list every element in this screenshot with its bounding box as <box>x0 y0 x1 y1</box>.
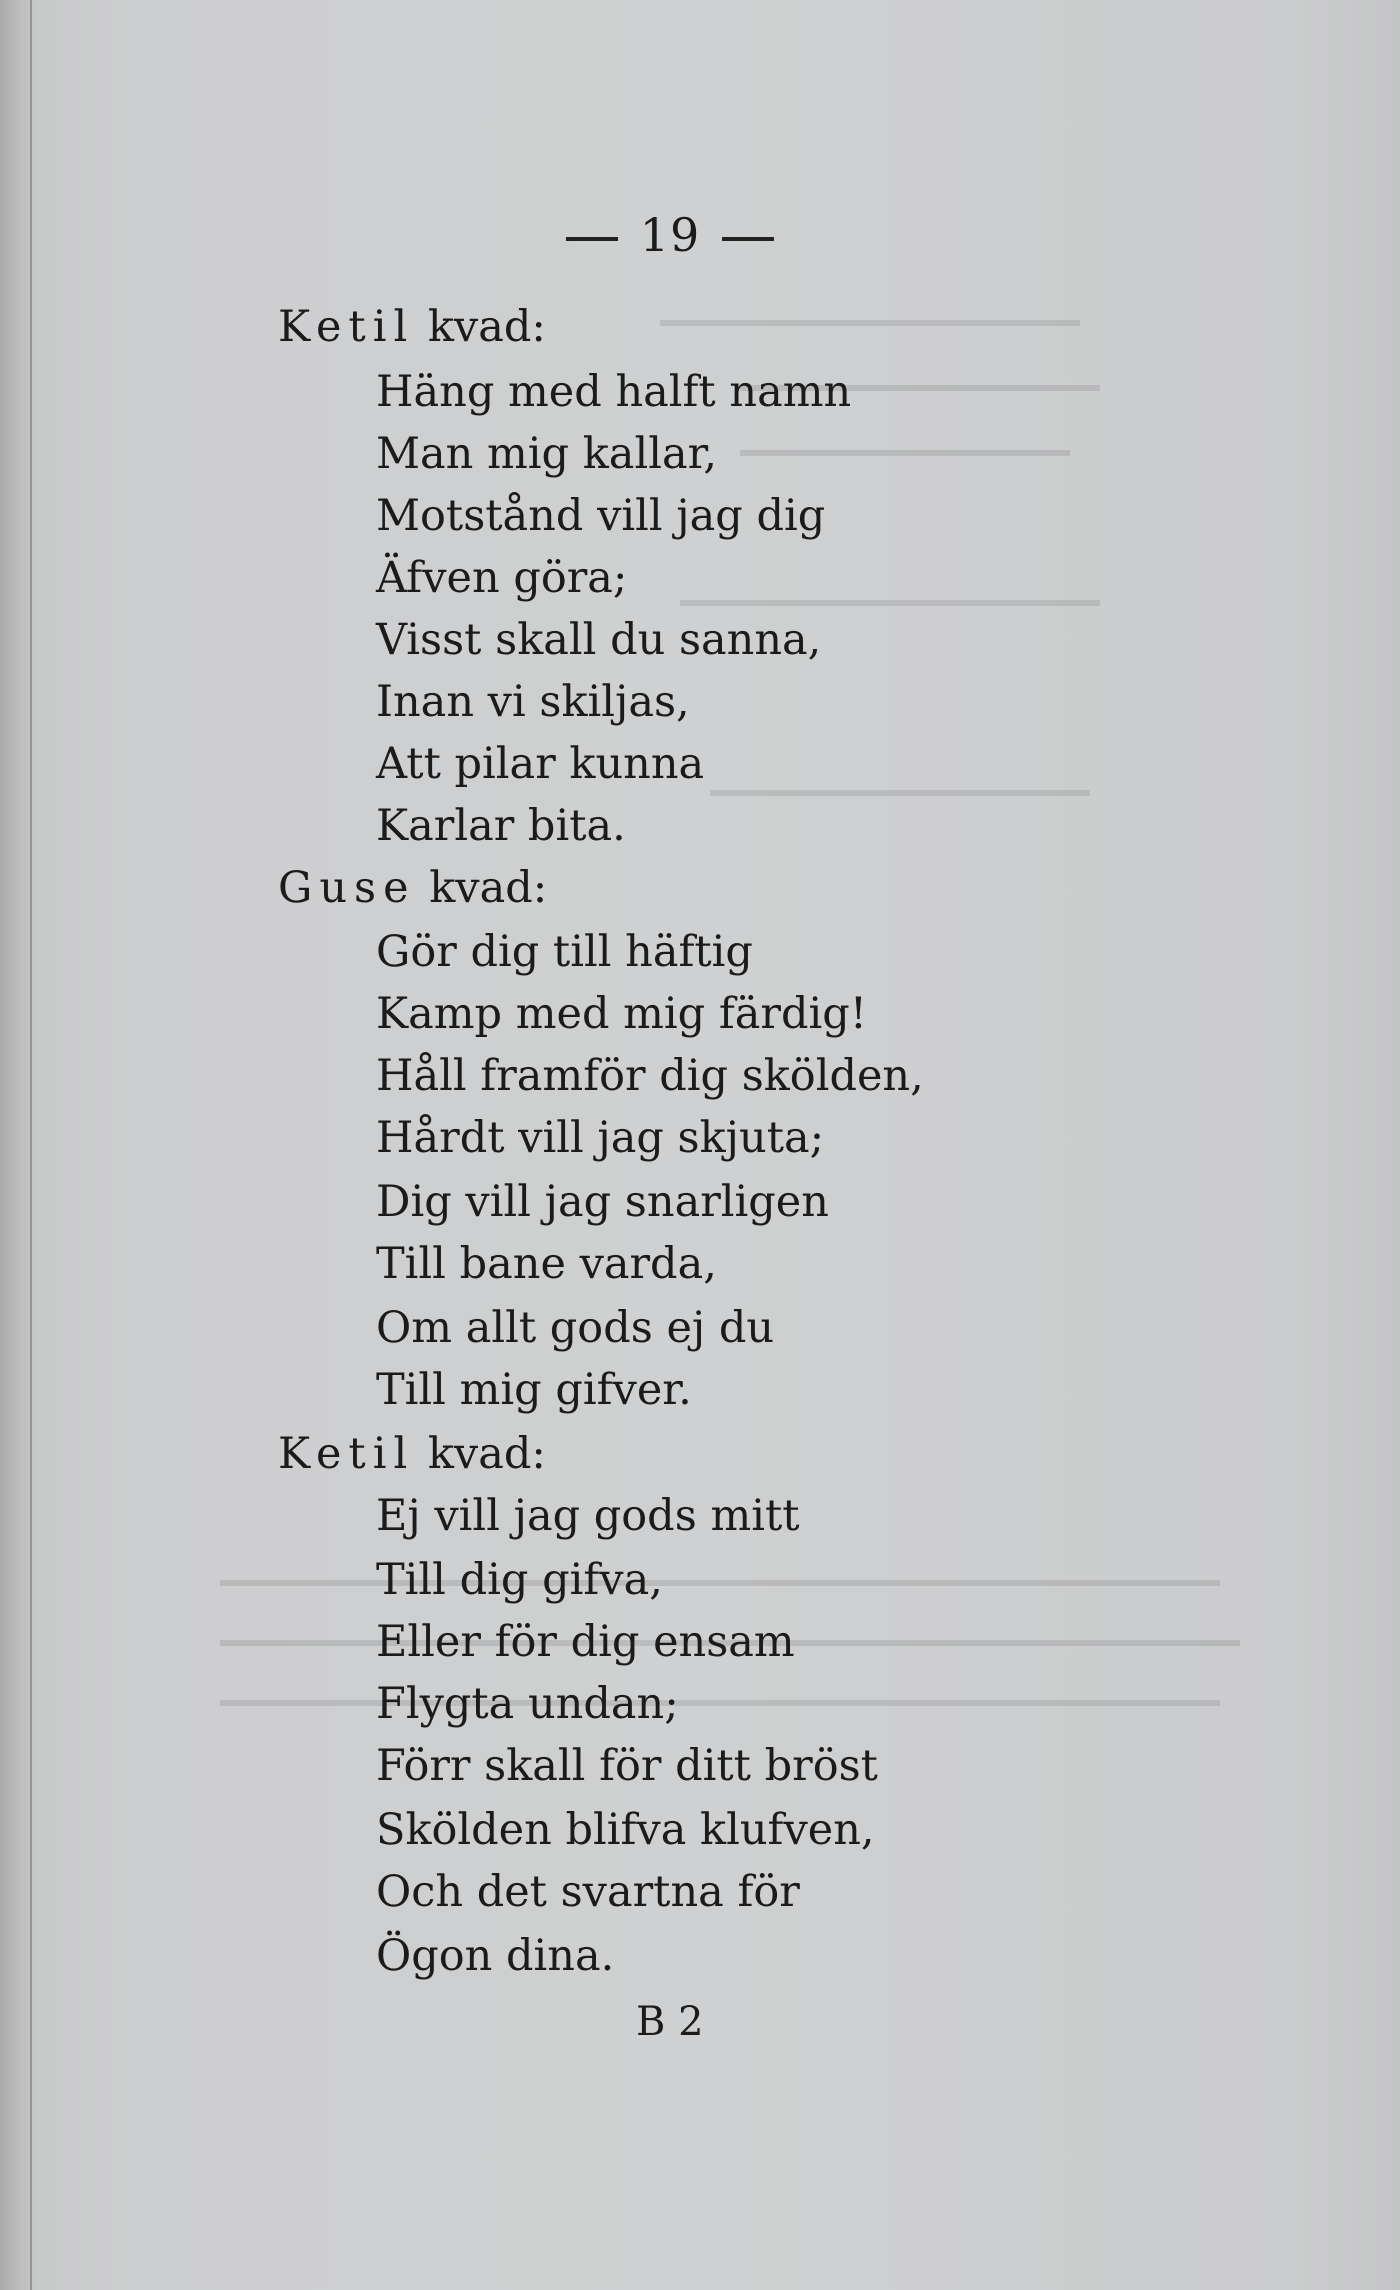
verse-line: Dig vill jag snarligen <box>376 1177 829 1227</box>
binding-edge-line <box>30 0 32 2290</box>
verse-line: Ögon dina. <box>376 1931 615 1981</box>
verse-line: Motstånd vill jag dig <box>376 491 826 541</box>
verse-line: Inan vi skiljas, <box>376 677 690 727</box>
verse-line: Att pilar kunna <box>376 739 705 789</box>
verse-line: Till bane varda, <box>376 1239 717 1289</box>
speaker-intro: kvad: <box>427 302 546 352</box>
verse-line: Till mig gifver. <box>376 1365 692 1415</box>
verse-line: Förr skall för ditt bröst <box>376 1741 878 1791</box>
verse-line: Gör dig till häftig <box>376 927 753 977</box>
verse-line: Eller för dig ensam <box>376 1617 795 1667</box>
verse-line: Och det svartna för <box>376 1867 800 1917</box>
speaker-intro: kvad: <box>427 1429 546 1479</box>
verse-line: Skölden blifva klufven, <box>376 1805 875 1855</box>
page-header <box>540 200 800 270</box>
speaker-line <box>278 1424 546 1484</box>
page-number: 19 <box>639 208 701 262</box>
verse-line: Flygta undan; <box>376 1679 679 1729</box>
header-dash-right <box>722 237 774 241</box>
verse-line: Häng med halft namn <box>376 367 852 417</box>
verse-line: Man mig kallar, <box>376 429 718 479</box>
verse-line: Hårdt vill jag skjuta; <box>376 1113 825 1163</box>
speaker-intro: kvad: <box>429 863 548 913</box>
printer-signature-mark: B 2 <box>636 1999 704 2045</box>
verse-line: Om allt gods ej du <box>376 1303 775 1353</box>
speaker-line <box>278 297 546 357</box>
verse-line: Äfven göra; <box>376 553 628 603</box>
speaker-name: Ketil <box>278 1429 415 1479</box>
speaker-name: Guse <box>278 863 416 913</box>
header-dash-left <box>566 237 618 241</box>
verse-line: Karlar bita. <box>376 801 626 851</box>
speaker-line <box>278 858 547 918</box>
verse-line: Håll framför dig skölden, <box>376 1051 924 1101</box>
verse-line: Till dig gifva, <box>376 1555 663 1605</box>
binding-gutter <box>0 0 34 2290</box>
verse-line: Ej vill jag gods mitt <box>376 1491 800 1541</box>
speaker-name: Ketil <box>278 302 415 352</box>
verse-line: Kamp med mig färdig! <box>376 989 868 1039</box>
verse-line: Visst skall du sanna, <box>376 615 822 665</box>
